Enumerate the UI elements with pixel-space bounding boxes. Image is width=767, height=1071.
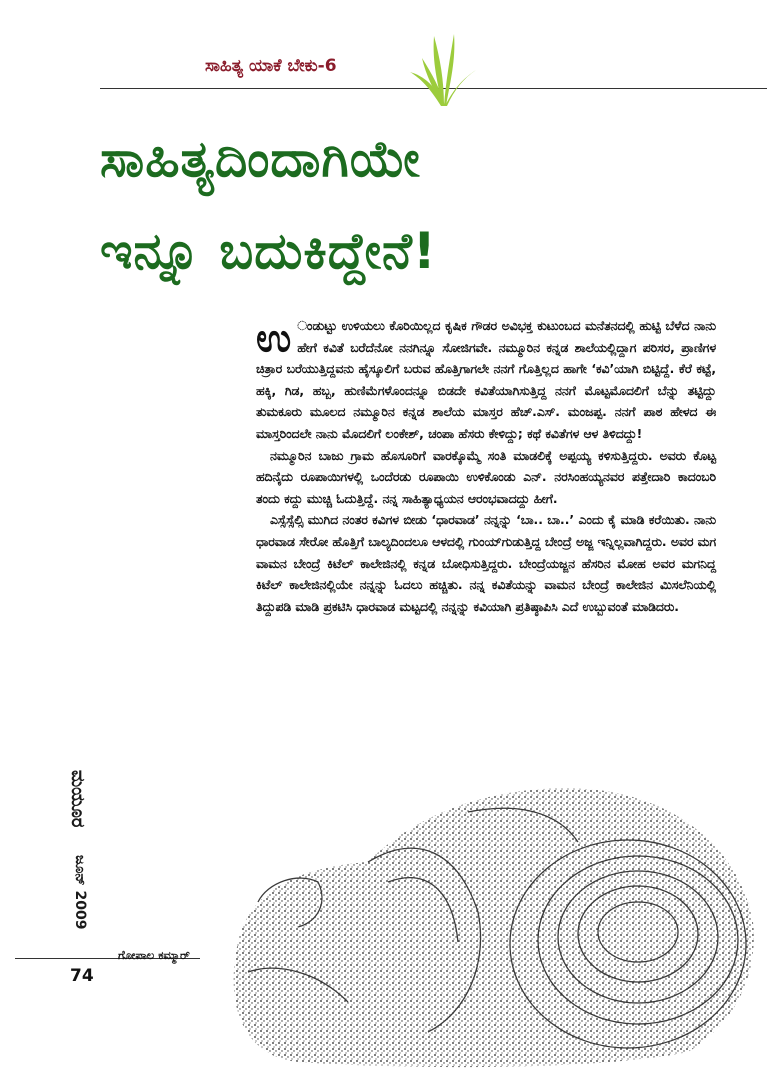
paragraph-1 xyxy=(256,316,716,446)
issue-date: ಜೂನ್ 2009 xyxy=(72,855,88,930)
paragraph-1-text: ಂಡುಟ್ಟು ಉಳಿಯಲು ಕೊರಿಯಿಲ್ಲದ ಕೃಷಿಕ ಗೌಡರ ಅವಿಭಕ್ತ ಕುಟುಂಬದ ಮನೆತನದಲ್ಲಿ ಹುಟ್ಟಿ ಬೆಳೆದ ನಾನು ಹೇಗೆ ಕವಿತೆ ಬರೆದೆನೋ ನನಗಿನ್ನೂ ಸೋಜಿಗವೇ. ನಮ್ಮೂರಿನ ಕನ್ನಡ ಶಾಲೆಯಲ್ಲಿದ್ದಾಗ ಪರಿಸರ, ಪ್ರಾಣಿಗಳ ಚಿತ್ರಾರ ಬರೆಯುತ್ತಿದ್ದವನು ಹೈಸ್ಕೂಲಿಗೆ ಬರುವ ಹೊತ್ತಿಗಾಗಲೇ ನನಗೆ ಗೊತ್ತಿಲ್ಲದ ಹಾಗೇ ‘ಕವಿ’ಯಾಗಿ ಬಿಟ್ಟಿದ್ದೆ. ಕೆರೆ ಕಟ್ಟೆ, ಹಕ್ಕಿ, ಗಿಡ, ಹಬ್ಬ, ಹುಣಿಮೆಗಳೊಂದನ್ನೂ ಬಿಡದೇ ಕವಿತೆಯಾಗಿಸುತ್ತಿದ್ದ ನನಗೆ ಮೊಟ್ಟಮೊದಲಿಗೆ ಬೆನ್ನು ತಟ್ಟಿದ್ದು ತುಮಕೂರು ಮೂಲದ ನಮ್ಮೂರಿನ ಕನ್ನಡ ಶಾಲೆಯ ಮಾಸ್ತರ ಹೆಚ್.ಎಸ್. ಮಂಜಪ್ಪ. ನನಗೆ ಪಾಠ ಹೇಳದ ಈ ಮಾಸ್ತರಿಂದಲೇ ನಾನು ಮೊದಲಿಗೆ ಲಂಕೇಶ್, ಚಂಪಾ ಹೆಸರು ಕೇಳಿದ್ದು; ಕಥೆ ಕವಿತೆಗಳ ಆಳ ತಿಳಿದದ್ದು! xyxy=(256,319,716,441)
issue-date-vertical xyxy=(64,855,90,945)
author-name: ಗೋಪಾಲ ಕಮ್ಮಾರ್ xyxy=(118,948,190,962)
series-title: ಸಾಹಿತ್ಯ ಯಾಕೆ ಬೇಕು-6 xyxy=(205,56,337,76)
magazine-name-vertical xyxy=(60,770,90,850)
article-title-line-1: ಸಾಹಿತ್ಯದಿಂದಾಗಿಯೇ xyxy=(100,130,421,188)
article-title-line-2: ಇನ್ನೂ ಬದುಕಿದ್ದೇನೆ! xyxy=(100,222,437,280)
drop-cap: ಉ xyxy=(256,315,292,360)
paragraph-3: ಎಸ್ಸೆಸ್ಸೆಲ್ಸಿ ಮುಗಿದ ನಂತರ ಕವಿಗಳ ಬೀಡು ‘ಧಾರವಾಡ’ ನನ್ನನ್ನು ‘ಬಾ.. ಬಾ..’ ಎಂದು ಕೈ ಮಾಡಿ ಕರೆಯಿತು. ನಾನು ಧಾರವಾಡ ಸೇರೋ ಹೊತ್ತಿಗೆ ಬಾಲ್ಯದಿಂದಲೂ ಆಳದಲ್ಲಿ ಗುಂಯ್‌ಗುಡುತ್ತಿದ್ದ ಬೇಂದ್ರೆ ಅಜ್ಜ ಇನ್ನಿಲ್ಲವಾಗಿದ್ದರು. ಅವರ ಮಗ ವಾಮನ ಬೇಂದ್ರೆ ಕಿಟೆಲ್ ಕಾಲೇಜಿನಲ್ಲಿ ಕನ್ನಡ ಬೋಧಿಸುತ್ತಿದ್ದರು. ಬೇಂದ್ರೆಯಜ್ಜನ ಹೆಸರಿನ ಮೋಹ ಅವರ ಮಗನಿದ್ದ ಕಿಟೆಲ್ ಕಾಲೇಜಿನಲ್ಲಿಯೇ ನನ್ನನ್ನು ಓದಲು ಹಚ್ಚಿತು. ನನ್ನ ಕವಿತೆಯನ್ನು ವಾಮನ ಬೇಂದ್ರೆ ಕಾಲೇಜಿನ ಮಿಸಲೆನಿಯಲ್ಲಿ ತಿದ್ದುಪಡಿ ಮಾಡಿ ಪ್ರಕಟಿಸಿ ಧಾರವಾಡ ಮಟ್ಟದಲ್ಲಿ ನನ್ನನ್ನು ಕವಿಯಾಗಿ ಪ್ರತಿಷ್ಠಾಪಿಸಿ ಎದೆ ಉಬ್ಬುವಂತೆ ಮಾಡಿದರು. xyxy=(256,513,716,614)
article-body xyxy=(256,316,716,618)
magazine-name: ಮಯೂರ xyxy=(67,770,88,828)
paragraph-2: ನಮ್ಮೂರಿನ ಬಾಜು ಗ್ರಾಮ ಹೊಸೂರಿಗೆ ವಾರಕ್ಕೊಮ್ಮೆ ಸಂತಿ ಮಾಡಲಿಕ್ಕೆ ಅಪ್ಪಯ್ಯ ಕಳಿಸುತ್ತಿದ್ದರು. ಅವರು ಕೊಟ್ಟ ಹದಿನೈದು ರೂಪಾಯಿಗಳಲ್ಲಿ ಒಂದೆರಡು ರೂಪಾಯಿ ಉಳಿಕೊಂಡು ಎನ್. ನರಸಿಂಹಯ್ಯನವರ ಪತ್ತೇದಾರಿ ಕಾದಂಬರಿ ತಂದು ಕದ್ದು ಮುಚ್ಚಿ ಓದುತ್ತಿದ್ದೆ. ನನ್ನ ಸಾಹಿತ್ಯಾಧ್ಯಯನ ಆರಂಭವಾದದ್ದು ಹೀಗೆ. xyxy=(256,448,716,506)
reclining-figure-sculpture-image xyxy=(218,772,758,1071)
page-number: 74 xyxy=(70,966,94,986)
leaf-icon xyxy=(408,28,478,108)
